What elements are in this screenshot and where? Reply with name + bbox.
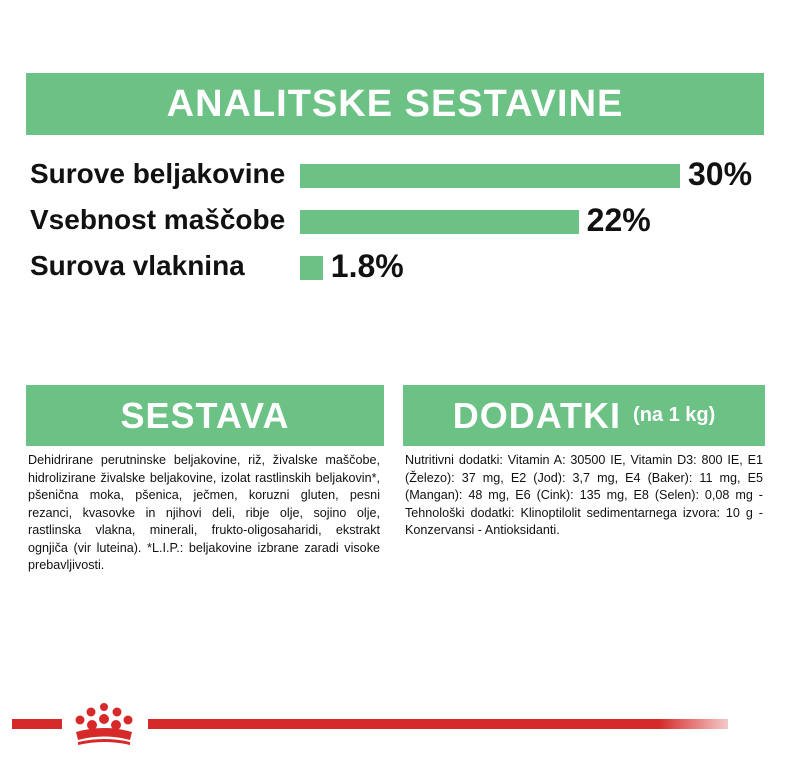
bar — [300, 256, 323, 280]
bar-value-label: 22% — [586, 202, 651, 238]
bar — [300, 164, 680, 188]
bar-label: Vsebnost maščobe — [30, 204, 286, 235]
dodatki-text: Nutritivni dodatki: Vitamin A: 30500 IE, Vitamin D3: 800 IE, E1 (Železo): 37 mg, E2 (Jod): 3,7 mg, E4 (Baker): 11 mg, E5 (Mangan): 48 mg, E6 (Cink): 135 mg, E8 (Selen): 0,08 mg - Tehnološki dodatki: Klinoptilolit sedimentarnega izvora: 10 g - Konzervansi - Antioksidanti. — [405, 453, 763, 537]
bar-label: Surove beljakovine — [30, 158, 286, 189]
sestava-text: Dehidrirane perutninske beljakovine, riž, živalske maščobe, hidrolizirane živalske beljakovine, izolat rastlinskih beljakovin*, pšenična moka, pšenica, ječmen, koruzni gluten, pesni rezanci, kvasovke in njihovi deli, ribje olje, sojino olje, rastlinska vlakna, minerali, frukto-oligosaharidi, ekstrakt ognjiča (vir luteina). *L.I.P.: beljakovine izbrane zaradi visoke prebavljivosti. — [28, 453, 380, 572]
dodatki-subtitle: (na 1 kg) — [633, 404, 716, 426]
analitske-banner — [26, 73, 764, 135]
royal-crown-icon — [66, 700, 142, 746]
bar-label: Surova vlaknina — [30, 250, 245, 281]
bar — [300, 210, 579, 234]
footer-line-left — [12, 719, 62, 729]
bar-value-label: 1.8% — [330, 248, 404, 284]
analitske-title: ANALITSKE SESTAVINE — [166, 82, 624, 125]
footer-line-right — [148, 719, 728, 729]
dodatki-title: DODATKI — [452, 394, 622, 436]
sestava-title: SESTAVA — [120, 394, 290, 436]
bar-value-label: 30% — [688, 156, 753, 192]
sestava-banner — [26, 385, 384, 446]
dodatki-banner — [403, 385, 765, 446]
